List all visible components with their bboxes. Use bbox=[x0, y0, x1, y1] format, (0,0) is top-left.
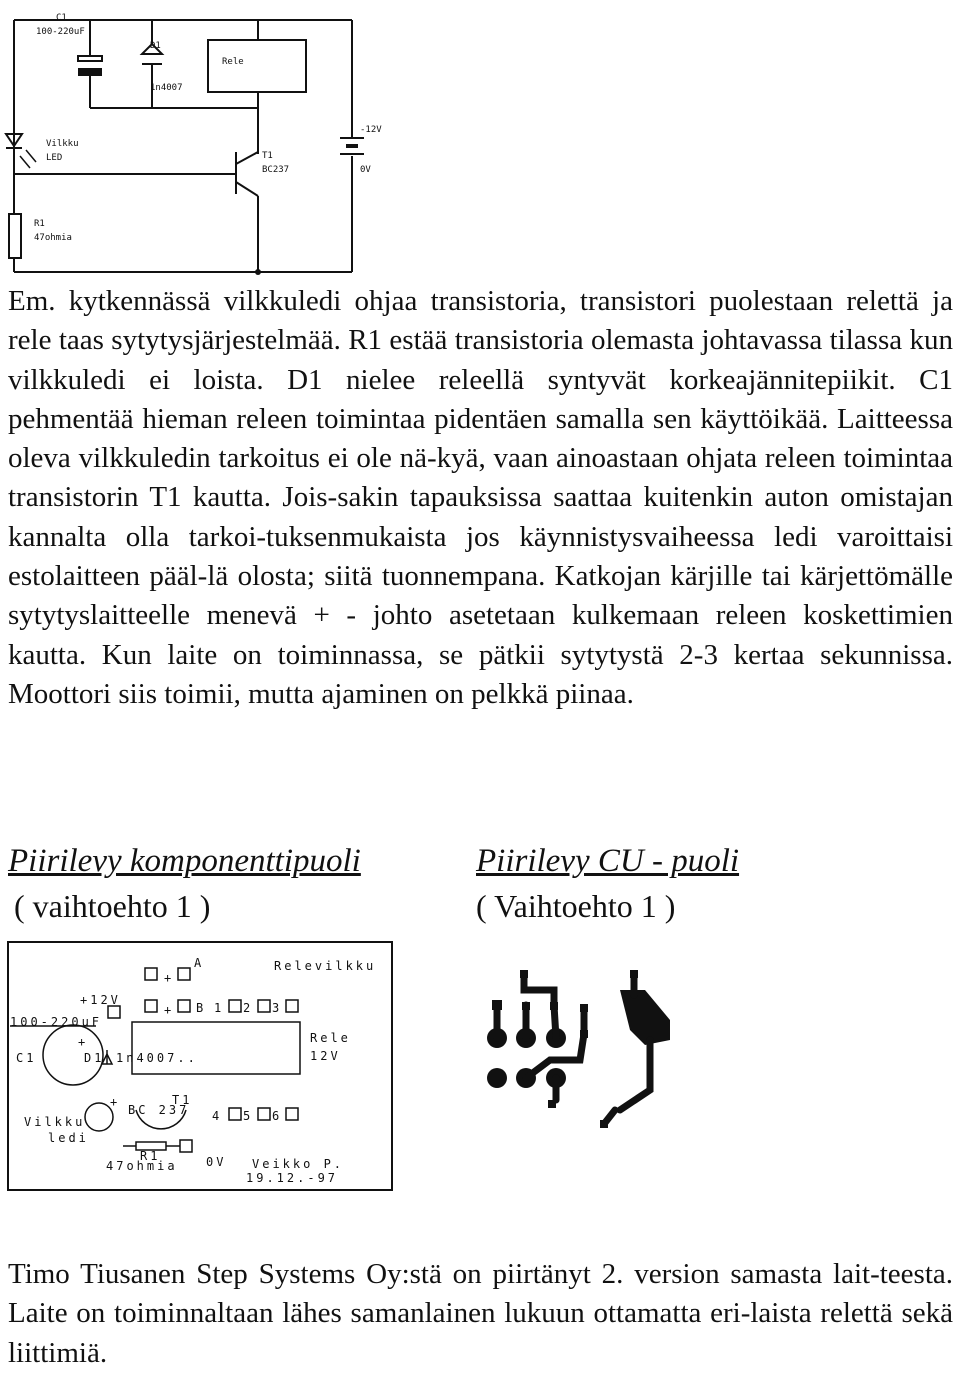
pcb-label-a: A bbox=[194, 956, 205, 970]
r1-value: 47ohmia bbox=[34, 233, 72, 243]
pcb-label-rele: Rele bbox=[310, 1031, 351, 1045]
pcb-label-ledi: ledi bbox=[48, 1131, 89, 1145]
pcb-copper-side-title: Piirilevy CU - puoli bbox=[476, 843, 740, 879]
pcb-label-plus-3: + bbox=[78, 1035, 89, 1049]
pcb-label-bc237: BC 237 bbox=[128, 1103, 190, 1117]
pcb-label-4: 4 bbox=[212, 1109, 223, 1123]
pcb-copper-layout bbox=[470, 960, 680, 1160]
supply-ground-label: 0V bbox=[360, 165, 371, 175]
d1-label: D1 bbox=[150, 41, 161, 51]
pcb-label-author: Veikko P. bbox=[252, 1157, 345, 1171]
pcb-component-side-title: Piirilevy komponenttipuoli bbox=[8, 843, 361, 879]
d1-value: 1n4007 bbox=[150, 83, 183, 93]
c1-label: C1 bbox=[56, 13, 67, 23]
pcb-label-r1: R1 bbox=[140, 1149, 161, 1163]
relay-label: Rele bbox=[222, 57, 244, 67]
supply-plus-label: -12V bbox=[360, 125, 382, 135]
pcb-label-b: B bbox=[196, 1001, 207, 1015]
pcb-label-t1: T1 bbox=[172, 1093, 193, 1107]
pcb-label-c1-value: 100-220uF bbox=[10, 1015, 103, 1029]
c1-value: 100-220uF bbox=[36, 27, 85, 37]
led-label-2: LED bbox=[46, 153, 63, 163]
pcb-label-plus-1: + bbox=[164, 971, 175, 985]
pcb-label-12v: 12V bbox=[310, 1049, 341, 1063]
led-label-1: Vilkku bbox=[46, 139, 79, 149]
pcb-label-6: 6 bbox=[272, 1109, 283, 1123]
pcb-label-plus12v: +12V bbox=[80, 993, 121, 1007]
pcb-label-vilkku: Vilkku bbox=[24, 1115, 86, 1129]
pcb-label-3: 3 bbox=[272, 1001, 283, 1015]
pcb-label-0v: 0V bbox=[206, 1155, 227, 1169]
pcb-label-1: 1 bbox=[214, 1001, 225, 1015]
pcb-label-relevilkku: Relevilkku bbox=[274, 959, 377, 973]
version-note-paragraph: Timo Tiusanen Step Systems Oy:stä on piirtänyt 2. version samasta lait-teesta. Laite on toiminnaltaan lähes samanlainen lukuun ottamatta eri-laista relettä sekä liittimiä. bbox=[8, 1258, 953, 1369]
pcb-copper-side-subtitle: ( Vaihtoehto 1 ) bbox=[476, 888, 676, 924]
pcb-label-d1-value: 1n4007.. bbox=[116, 1051, 198, 1065]
pcb-label-plus-2: + bbox=[164, 1003, 175, 1017]
circuit-schematic bbox=[0, 0, 400, 280]
pcb-label-d1: D1 bbox=[84, 1051, 105, 1065]
description-paragraph: Em. kytkennässä vilkkuledi ohjaa transistoria, transistori puolestaan relettä ja rele taas sytytysjärjestelmää. R1 estää transistoria olemasta johtavassa tilassa kun vilkkuledi ei loista. D1 nielee releellä syntyvät korkeajännitepiikit. C1 pehmentää hieman releen toimintaa pidentäen samalla sen käyttöikää. Laitteessa oleva vilkkuledin tarkoitus ei ole nä-kyä, vaan ainoastaan ohjata releen toimintaa transistorin T1 kautta. Jois-sakin tapauksissa saattaa kuitenkin auton omistajan kannalta olla tarkoi-tuksenmukaista jos käynnistysvaiheessa ledi varoittaisi estolaitteen pääl-lä olosta; siitä tuonnempana. Katkojan kärjille tai kärjettömälle sytytyslaitteelle menevä + - johto asetetaan kulkemaan releen koskettimien kautta. Kun laite on toiminnassa, se pätkii sytytystä 2-3 kertaa sekunnissa. Moottori siis toimii, mutta ajaminen on pelkkä piinaa. bbox=[8, 285, 953, 710]
pcb-component-side-subtitle: ( vaihtoehto 1 ) bbox=[14, 888, 211, 924]
pcb-label-c1: C1 bbox=[16, 1051, 37, 1065]
pcb-label-plus-4: + bbox=[110, 1095, 121, 1109]
pcb-label-2: 2 bbox=[243, 1001, 254, 1015]
r1-label: R1 bbox=[34, 219, 45, 229]
pcb-label-5: 5 bbox=[243, 1109, 254, 1123]
t1-value: BC237 bbox=[262, 165, 290, 175]
pcb-label-47ohmia: 47ohmia bbox=[106, 1159, 178, 1173]
t1-label: T1 bbox=[262, 151, 273, 161]
pcb-label-date: 19.12.-97 bbox=[246, 1171, 339, 1185]
pcb-component-layout bbox=[6, 940, 394, 1192]
